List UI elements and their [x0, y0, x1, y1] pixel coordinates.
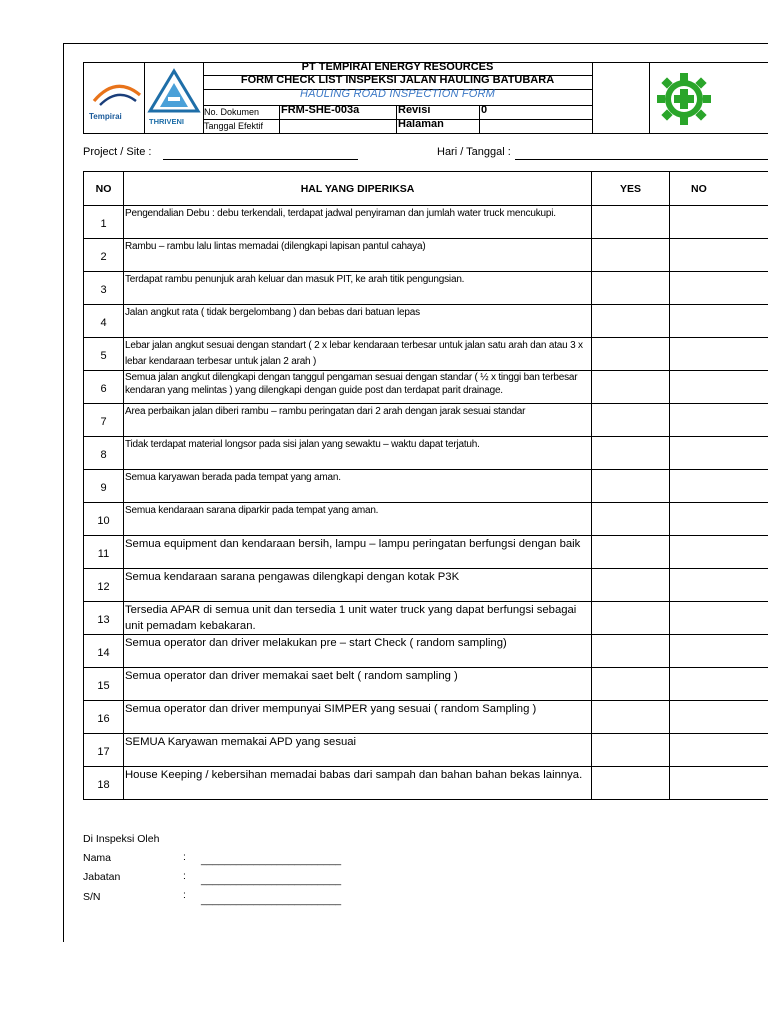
row-number: 11: [84, 536, 124, 569]
no-checkbox[interactable]: [670, 536, 768, 569]
row-item-text: Jalan angkut rata ( tidak bergelombang ) dan bebas dari batuan lepas: [125, 307, 420, 318]
row-number: 16: [84, 701, 124, 734]
sn-label: S/N: [83, 891, 101, 903]
table-row: [84, 470, 768, 503]
revisi-value: 0: [481, 104, 488, 116]
row-number: 7: [84, 404, 124, 437]
colon: :: [183, 870, 186, 882]
no-checkbox[interactable]: [670, 701, 768, 734]
no-checkbox[interactable]: [670, 470, 768, 503]
table-row: [84, 767, 768, 800]
row-item-text: Terdapat rambu penunjuk arah keluar dan masuk PIT, ke arah titik pengungsian.: [125, 274, 465, 285]
form-subtitle: HAULING ROAD INSPECTION FORM: [299, 88, 496, 100]
no-checkbox[interactable]: [670, 338, 768, 371]
table-row: [84, 602, 768, 635]
date-label: Hari / Tanggal :: [437, 146, 511, 158]
row-item-text: Rambu – rambu lalu lintas memadai (dilengkapi lapisan pantul cahaya): [125, 241, 426, 252]
row-number: 2: [84, 239, 124, 272]
row-item-text: House Keeping / kebersihan memadai babas dari sampah dan bahan bahan bekas lainnya.: [125, 769, 583, 781]
col-header-no2: NO: [670, 172, 768, 206]
row-number: 15: [84, 668, 124, 701]
row-number: 18: [84, 767, 124, 800]
row-item-text: Semua operator dan driver melakukan pre – start Check ( random sampling): [125, 637, 507, 649]
table-row: [84, 437, 768, 470]
svg-text:THRIVENI: THRIVENI: [149, 117, 185, 126]
nama-field[interactable]: ________________________: [201, 854, 342, 866]
yes-checkbox[interactable]: [592, 371, 670, 404]
yes-checkbox[interactable]: [592, 239, 670, 272]
table-row: [84, 338, 768, 371]
row-item-text: Semua equipment dan kendaraan bersih, lampu – lampu peringatan berfungsi dengan baik: [125, 538, 581, 550]
tanggal-efektif-label: Tanggal Efektif: [204, 121, 264, 131]
sn-field[interactable]: ________________________: [201, 894, 342, 906]
date-field[interactable]: [515, 159, 768, 160]
table-header-row: [84, 172, 768, 206]
row-number: 6: [84, 371, 124, 404]
yes-checkbox[interactable]: [592, 767, 670, 800]
table-row: [84, 305, 768, 338]
row-number: 10: [84, 503, 124, 536]
no-checkbox[interactable]: [670, 602, 768, 635]
row-item-text: SEMUA Karyawan memakai APD yang sesuai: [125, 736, 357, 748]
row-item-text: Lebar jalan angkut sesuai dengan standart ( 2 x lebar kendaraan terbesar untuk jalan satu arah dan atau 3 x lebar kendaraan terbesar untuk jalan 2 arah ): [125, 340, 583, 367]
table-row: [84, 239, 768, 272]
table-row: [84, 503, 768, 536]
row-item-text: Semua kendaraan sarana diparkir pada tempat yang aman.: [125, 505, 379, 516]
row-number: 14: [84, 635, 124, 668]
no-checkbox[interactable]: [670, 305, 768, 338]
company-name: PT TEMPIRAI ENERGY RESOURCES: [301, 61, 494, 73]
colon: :: [183, 851, 186, 863]
thriveni-logo: [146, 67, 202, 129]
no-checkbox[interactable]: [670, 371, 768, 404]
col-header-no: NO: [84, 172, 124, 206]
no-checkbox[interactable]: [670, 404, 768, 437]
jabatan-field[interactable]: ________________________: [201, 874, 342, 886]
row-item-text: Semua karyawan berada pada tempat yang aman.: [125, 472, 341, 483]
yes-checkbox[interactable]: [592, 437, 670, 470]
row-item-text: Semua operator dan driver mempunyai SIMPER yang sesuai ( random Sampling ): [125, 703, 537, 715]
project-site-field[interactable]: [163, 159, 358, 160]
table-row: [84, 668, 768, 701]
inspection-checklist-table: [83, 171, 768, 800]
table-row: [84, 569, 768, 602]
yes-checkbox[interactable]: [592, 602, 670, 635]
row-number: 4: [84, 305, 124, 338]
no-checkbox[interactable]: [670, 503, 768, 536]
revisi-label: Revisi: [398, 104, 431, 116]
col-header-item: HAL YANG DIPERIKSA: [124, 172, 592, 206]
row-item-text: Semua kendaraan sarana pengawas dilengkapi dengan kotak P3K: [125, 571, 460, 583]
row-number: 9: [84, 470, 124, 503]
project-site-label: Project / Site :: [83, 146, 152, 158]
no-checkbox[interactable]: [670, 239, 768, 272]
row-number: 17: [84, 734, 124, 767]
table-row: [84, 734, 768, 767]
yes-checkbox[interactable]: [592, 206, 670, 239]
row-item-text: Tidak terdapat material longsor pada sisi jalan yang sewaktu – waktu dapat terjatuh.: [125, 439, 480, 450]
yes-checkbox[interactable]: [592, 338, 670, 371]
table-row: [84, 536, 768, 569]
yes-checkbox[interactable]: [592, 470, 670, 503]
row-number: 5: [84, 338, 124, 371]
no-checkbox[interactable]: [670, 734, 768, 767]
nama-label: Nama: [83, 852, 112, 864]
yes-checkbox[interactable]: [592, 404, 670, 437]
svg-text:Tempirai: Tempirai: [89, 112, 122, 121]
row-item-text: Area perbaikan jalan diberi rambu – rambu peringatan dari 2 arah dengan jarak sesuai standar: [125, 406, 526, 417]
col-header-yes: YES: [592, 172, 670, 206]
table-row: [84, 206, 768, 239]
form-header: [83, 62, 768, 134]
table-row: [84, 272, 768, 305]
yes-checkbox[interactable]: [592, 701, 670, 734]
row-item-text: Pengendalian Debu : debu terkendali, terdapat jadwal penyiraman dan jumlah water truck mencukupi.: [125, 208, 556, 219]
doc-no-value: FRM-SHE-003a: [281, 104, 360, 116]
inspected-by-label: Di Inspeksi Oleh: [83, 833, 160, 845]
yes-checkbox[interactable]: [592, 734, 670, 767]
table-row: [84, 635, 768, 668]
yes-checkbox[interactable]: [592, 635, 670, 668]
table-row: [84, 371, 768, 404]
doc-no-label: No. Dokumen: [204, 107, 260, 117]
row-item-text: Semua operator dan driver memakai saet belt ( random sampling ): [125, 670, 458, 682]
table-row: [84, 404, 768, 437]
table-row: [84, 701, 768, 734]
row-number: 8: [84, 437, 124, 470]
form-title: FORM CHECK LIST INSPEKSI JALAN HAULING BATUBARA: [240, 74, 555, 86]
row-number: 13: [84, 602, 124, 635]
no-checkbox[interactable]: [670, 206, 768, 239]
no-checkbox[interactable]: [670, 635, 768, 668]
no-checkbox[interactable]: [670, 668, 768, 701]
yes-checkbox[interactable]: [592, 536, 670, 569]
yes-checkbox[interactable]: [592, 305, 670, 338]
row-number: 1: [84, 206, 124, 239]
row-number: 3: [84, 272, 124, 305]
row-number: 12: [84, 569, 124, 602]
yes-checkbox[interactable]: [592, 503, 670, 536]
colon: :: [183, 889, 186, 901]
yes-checkbox[interactable]: [592, 569, 670, 602]
no-checkbox[interactable]: [670, 767, 768, 800]
no-checkbox[interactable]: [670, 437, 768, 470]
row-item-text: Semua jalan angkut dilengkapi dengan tanggul pengaman sesuai dengan standar ( ½ x tinggi ban terbesar kendaran yang melintas ) yang dilengkapi dengan guide post dan terdapat parit drainage.: [125, 372, 578, 396]
no-checkbox[interactable]: [670, 272, 768, 305]
row-item-text: Tersedia APAR di semua unit dan tersedia 1 unit water truck yang dapat berfungsi sebagai unit pemadam kebakaran.: [125, 604, 577, 632]
safety-gear-icon: [654, 71, 714, 127]
no-checkbox[interactable]: [670, 569, 768, 602]
tempirai-logo: [86, 71, 144, 129]
yes-checkbox[interactable]: [592, 272, 670, 305]
jabatan-label: Jabatan: [83, 871, 121, 883]
halaman-label: Halaman: [398, 118, 444, 130]
yes-checkbox[interactable]: [592, 668, 670, 701]
